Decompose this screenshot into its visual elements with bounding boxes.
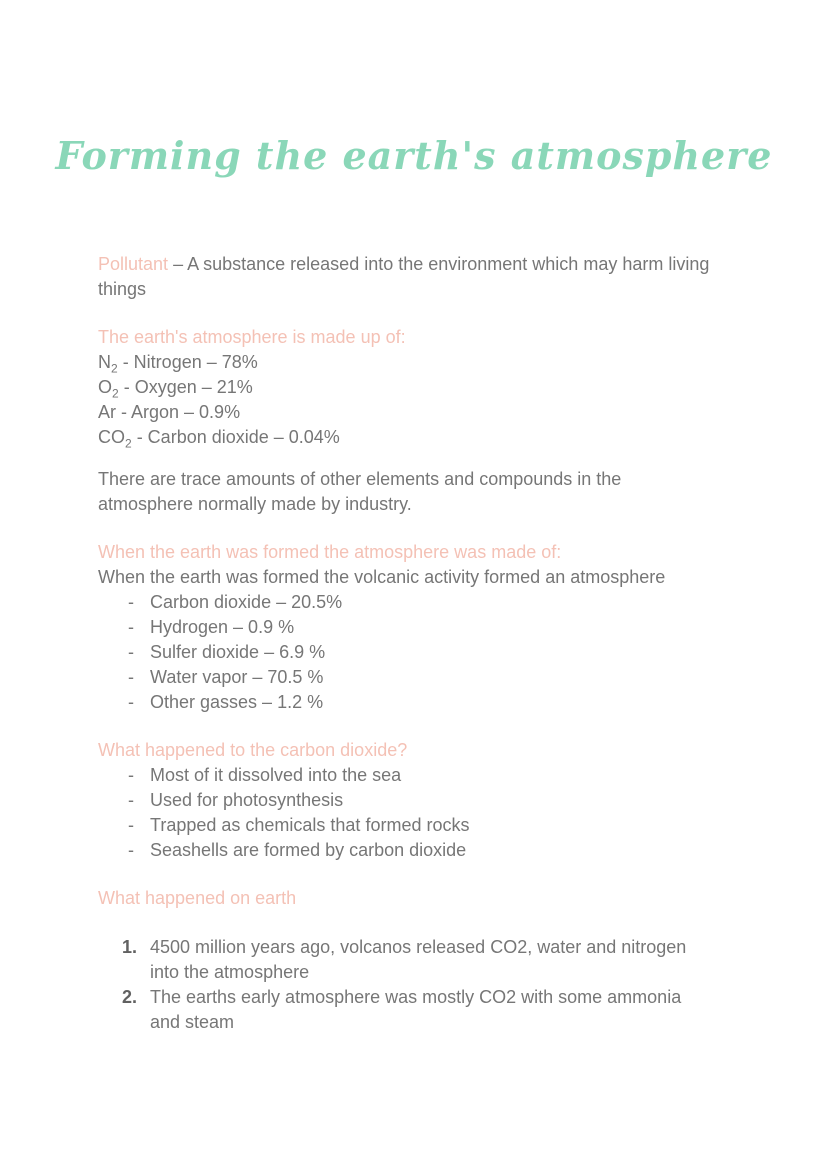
list-bullet: - xyxy=(128,692,134,712)
list-item xyxy=(98,763,716,788)
gas-line-argon xyxy=(98,400,716,425)
definition-paragraph xyxy=(98,252,716,302)
list-bullet: - xyxy=(128,765,134,785)
list-item-text: Water vapor – 70.5 % xyxy=(150,667,324,687)
gas-details: - Oxygen – 21% xyxy=(118,377,253,397)
list-bullet: - xyxy=(128,840,134,860)
item-text: 4500 million years ago, volcanos released CO2, water and nitrogen into the atmosphere xyxy=(150,937,687,982)
list-item-text: Trapped as chemicals that formed rocks xyxy=(150,815,470,835)
list-item xyxy=(98,838,716,863)
earth-events-list xyxy=(98,935,716,1035)
list-bullet: - xyxy=(128,642,134,662)
gas-formula: N xyxy=(98,352,111,372)
early-atmosphere-list xyxy=(98,590,716,715)
list-item-text: Other gasses – 1.2 % xyxy=(150,692,324,712)
gas-line-carbon-dioxide xyxy=(98,425,716,450)
document-content xyxy=(98,252,716,1035)
list-item xyxy=(98,813,716,838)
list-item xyxy=(98,590,716,615)
item-number: 1. xyxy=(122,937,138,957)
list-bullet: - xyxy=(128,815,134,835)
gas-line-nitrogen xyxy=(98,350,716,375)
definition-term: Pollutant xyxy=(98,254,169,274)
section-heading-composition: The earth's atmosphere is made up of: xyxy=(98,327,406,347)
list-item-text: Carbon dioxide – 20.5% xyxy=(150,592,343,612)
item-text: The earths early atmosphere was mostly CO2 with some ammonia and steam xyxy=(150,987,682,1032)
gas-formula-subscript: 2 xyxy=(112,386,119,401)
definition-text: – A substance released into the environment which may harm living things xyxy=(98,254,710,299)
list-item xyxy=(98,640,716,665)
list-bullet: - xyxy=(128,667,134,687)
page-title: Forming the earth's atmosphere xyxy=(55,133,773,178)
gas-formula: Ar xyxy=(98,402,116,422)
numbered-item xyxy=(98,935,716,985)
gas-details: - Argon – 0.9% xyxy=(116,402,241,422)
section-heading-early-atmosphere: When the earth was formed the atmosphere was made of: xyxy=(98,542,562,562)
list-item-text: Most of it dissolved into the sea xyxy=(150,765,402,785)
list-bullet: - xyxy=(128,790,134,810)
early-atmosphere-intro: When the earth was formed the volcanic activity formed an atmosphere xyxy=(98,567,666,587)
gas-formula-subscript: 2 xyxy=(125,436,132,451)
gas-details: - Nitrogen – 78% xyxy=(117,352,258,372)
list-item-text: Seashells are formed by carbon dioxide xyxy=(150,840,467,860)
gas-formula: O xyxy=(98,377,113,397)
trace-paragraph: There are trace amounts of other elements and compounds in the atmosphere normally made by industry. xyxy=(98,469,622,514)
gas-line-oxygen xyxy=(98,375,716,400)
list-bullet: - xyxy=(128,617,134,637)
section-heading-co2-fate: What happened to the carbon dioxide? xyxy=(98,740,408,760)
list-item-text: Hydrogen – 0.9 % xyxy=(150,617,295,637)
list-item xyxy=(98,665,716,690)
list-item xyxy=(98,615,716,640)
numbered-item xyxy=(98,985,716,1035)
list-item xyxy=(98,788,716,813)
list-item-text: Used for photosynthesis xyxy=(150,790,344,810)
list-item xyxy=(98,690,716,715)
gas-formula-subscript: 2 xyxy=(111,361,118,376)
gas-formula: CO xyxy=(98,427,125,447)
list-bullet: - xyxy=(128,592,134,612)
section-heading-earth-events: What happened on earth xyxy=(98,888,297,908)
item-number: 2. xyxy=(122,987,138,1007)
list-item-text: Sulfer dioxide – 6.9 % xyxy=(150,642,326,662)
gas-details: - Carbon dioxide – 0.04% xyxy=(131,427,340,447)
co2-fate-list xyxy=(98,763,716,863)
